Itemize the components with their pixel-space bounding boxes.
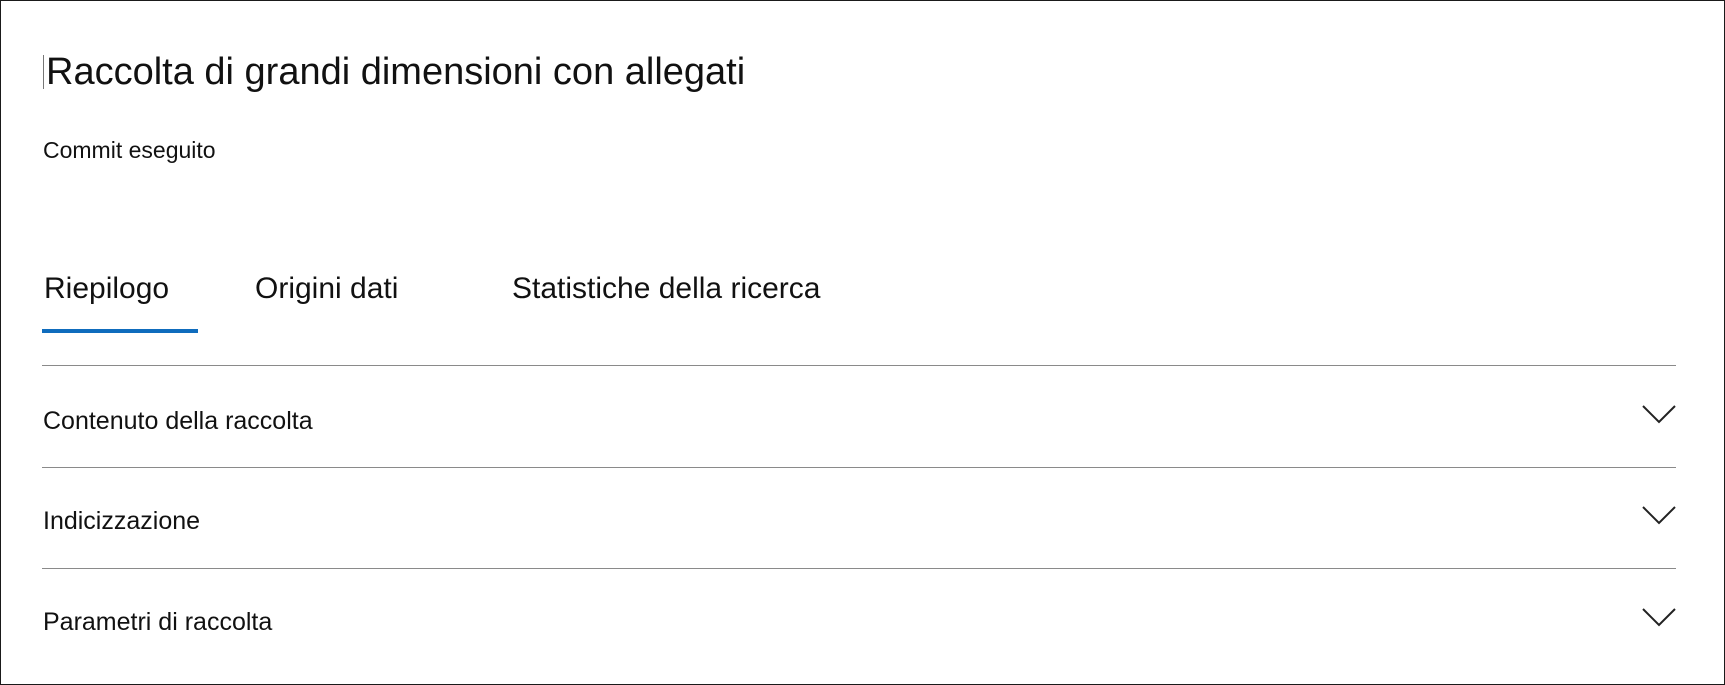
selected-tab-indicator (42, 329, 198, 333)
accordion-collection-content[interactable] (42, 366, 1676, 466)
chevron-down-icon[interactable] (1642, 404, 1676, 424)
page-title: Raccolta di grandi dimensioni con allegati (46, 51, 746, 93)
accordion-label: Parametri di raccolta (43, 608, 273, 636)
tab-summary[interactable]: Riepilogo (44, 272, 170, 305)
accordion-collection-parameters[interactable] (42, 569, 1676, 669)
tab-data-sources[interactable]: Origini dati (255, 272, 399, 305)
accordion-indexing[interactable] (42, 468, 1676, 568)
accordion-label: Contenuto della raccolta (43, 407, 313, 435)
tab-search-statistics[interactable]: Statistiche della ricerca (512, 272, 821, 305)
chevron-down-icon[interactable] (1642, 607, 1676, 627)
chevron-down-icon[interactable] (1642, 505, 1676, 525)
accordion-label: Indicizzazione (43, 507, 201, 535)
status-text: Commit eseguito (43, 137, 216, 163)
